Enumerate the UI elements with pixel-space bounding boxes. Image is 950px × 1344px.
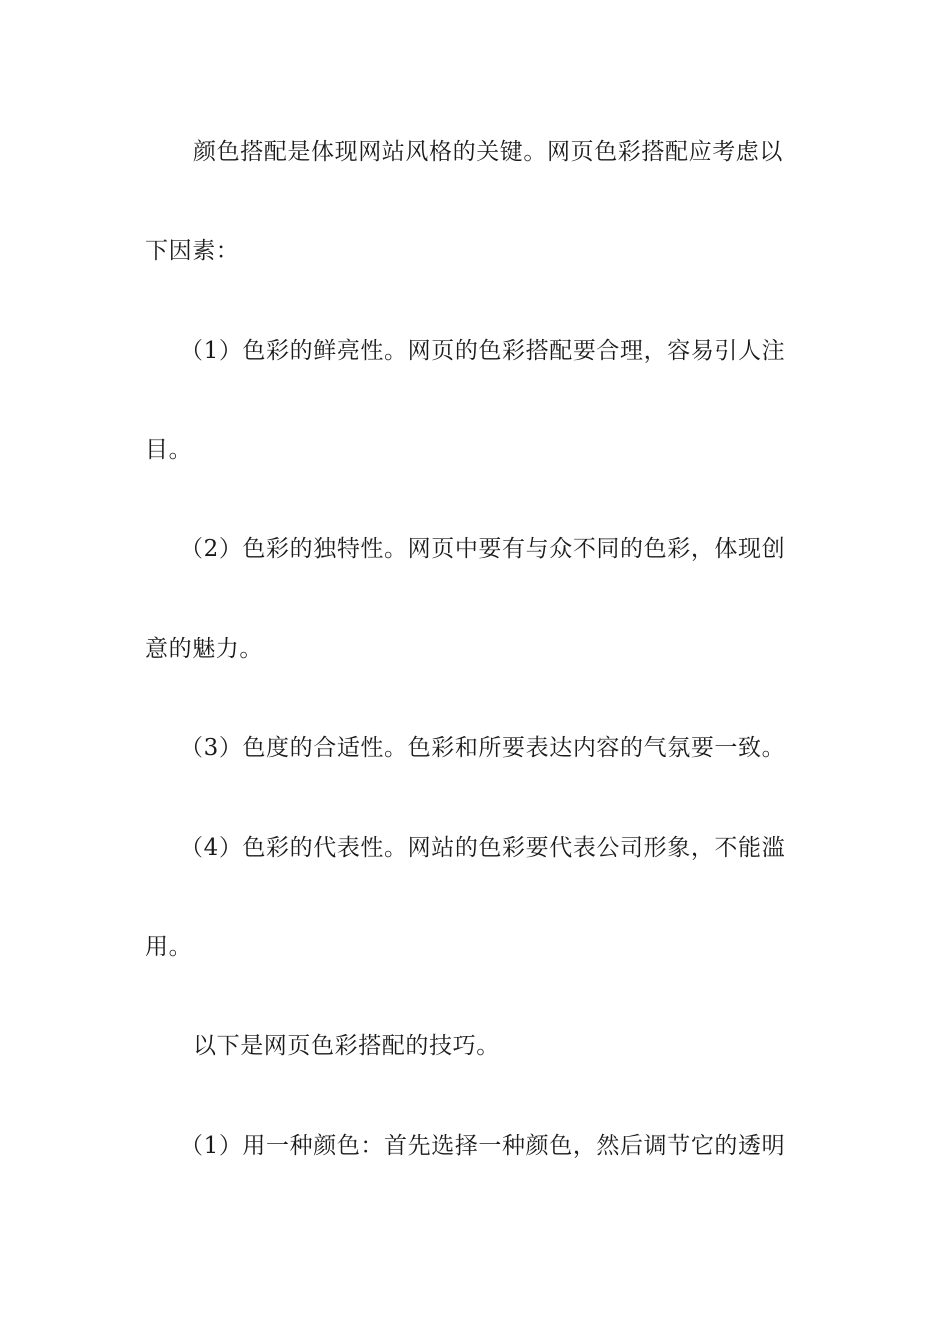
factor-2-line-1: （2）色彩的独特性。网页中要有与众不同的色彩，体现创: [180, 536, 786, 562]
factor-3-line-1: （3）色度的合适性。色彩和所要表达内容的气氛要一致。: [180, 735, 786, 761]
factor-4-line-1: （4）色彩的代表性。网站的色彩要代表公司形象，不能滥: [180, 835, 786, 861]
factor-1-line-2: 目。: [145, 437, 193, 463]
factor-4-line-2: 用。: [145, 934, 193, 960]
factor-2-line-2: 意的魅力。: [145, 636, 263, 662]
factor-1-line-1: （1）色彩的鲜亮性。网页的色彩搭配要合理，容易引人注: [180, 338, 786, 364]
tips-intro-line: 以下是网页色彩搭配的技巧。: [193, 1033, 500, 1059]
paragraph-intro-line-2: 下因素：: [145, 238, 240, 264]
tip-1-line-1: （1）用一种颜色：首先选择一种颜色，然后调节它的透明: [180, 1133, 786, 1159]
paragraph-intro-line-1: 颜色搭配是体现网站风格的关键。网页色彩搭配应考虑以: [193, 139, 783, 165]
